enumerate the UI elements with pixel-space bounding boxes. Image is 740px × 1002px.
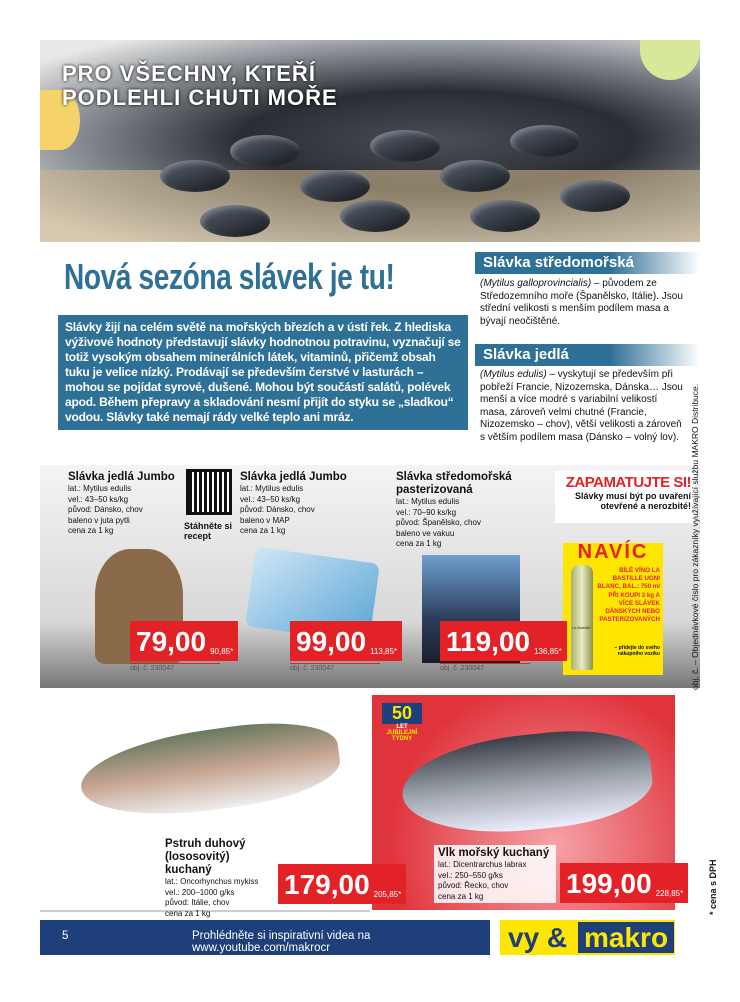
intro-text: Slávky žijí na celém světě na mořských březích a v ústí řek. Z hlediska výživové hodnoty představují slávky hodnotnou potravinu, vyznačují se totiž vysokým obsahem minerálních látek, vitaminů, přičemž obsah tuku je velice nízký. Prodávají se především čerstvé v lasturách – mohou se pojídat syrové, dušené. Mohou být součástí salátů, polévek apod. Během přepravy a skladování nesmí přijít do styku se „sladkou“ vodou. Slávky také nemají rády velké teplo ani mráz. bbox=[58, 315, 468, 430]
latin-name: (Mytilus galloprovincialis) bbox=[480, 278, 592, 289]
product-name: Slávka středomořská pasterizovaná bbox=[396, 471, 512, 496]
makro-logo: vy & makro bbox=[500, 920, 675, 955]
qr-label: Stáhněte si recept bbox=[184, 521, 233, 541]
reminder-box bbox=[555, 471, 695, 523]
price-tag: 199,00 228,85* bbox=[560, 863, 688, 903]
footer-bar bbox=[40, 920, 490, 955]
hero-image bbox=[40, 40, 700, 242]
sea-bass-image bbox=[398, 722, 657, 843]
product-name: Vlk mořský kuchaný bbox=[438, 847, 550, 859]
hero-title-line: PODLEHLI CHUTI MOŘE bbox=[62, 85, 338, 110]
info-body: – původem ze Středozemního moře (Španělsko, Itálie). Jsou střední velikosti s menším podílem masa a bývají neočištěné. bbox=[480, 278, 683, 327]
price-tag: 99,00 113,85* bbox=[290, 621, 402, 661]
bonus-text: BÍLÉ VÍNO LA BASTILLE UGNI BLANC, BAL.: 750 ml PŘI KOUPI 3 kg A VÍCE SLÁVEK DÁNSKÝCH NEBO PASTERIZOVANÝCH bbox=[597, 567, 660, 624]
product-details: lat.: Mytilus edulis vel.: 43–50 ks/kg původ: Dánsko, chov baleno v juta pytli cena za 1 kg bbox=[68, 484, 143, 535]
reminder-text: Slávky musí být po uvaření otevřené a nerozbité! bbox=[574, 491, 691, 511]
product-details: lat.: Oncorhynchus mykiss vel.: 200–1000 g/ks původ: Itálie, chov cena za 1 kg bbox=[165, 877, 259, 918]
product-details: lat.: Dicentrarchus labrax vel.: 250–550 g/ks původ: Řecko, chov cena za 1 kg bbox=[438, 860, 527, 901]
product-name: Pstruh duhový (lososovitý) kuchaný bbox=[165, 838, 246, 876]
info-text bbox=[480, 369, 685, 444]
info-heading: Slávka středomořská bbox=[475, 252, 700, 274]
reminder-title: ZAPAMATUJTE SI! bbox=[565, 474, 691, 491]
order-number: obj. č. 230047 bbox=[440, 663, 530, 672]
order-number-note: obj. č. – Objednávkové číslo pro zákazníky využívající službu MAKRO Distribuce. bbox=[690, 383, 700, 690]
price-tag: 119,00 136,85* bbox=[440, 621, 567, 661]
order-number: obj. č. 230047 bbox=[290, 663, 380, 672]
page-title: Nová sezóna slávek je tu! bbox=[64, 256, 395, 297]
product-details: lat.: Mytilus edulis vel.: 43–50 ks/kg původ: Dánsko, chov baleno v MAP cena za 1 kg bbox=[240, 484, 315, 535]
trout-image bbox=[76, 712, 345, 827]
product-card bbox=[396, 471, 526, 550]
hero-title-line: PRO VŠECHNY, KTEŘÍ bbox=[62, 61, 316, 86]
product-details: lat.: Mytilus edulis vel.: 70–90 ks/kg původ: Španělsko, chov baleno ve vakuu cena za 1 kg bbox=[396, 497, 481, 548]
price-tag: 79,00 90,85* bbox=[130, 621, 238, 661]
product-card bbox=[165, 838, 273, 919]
product-name: Slávka jedlá Jumbo bbox=[68, 471, 175, 483]
info-body: – vyskytují se především při pobřeží Francie, Nizozemska, Dánska… Jsou menší a více modré s variabilní velikostí masa, zároveň velmi chutné (Francie, Nizozemsko – chov), větší velikosti a zároveň s větším podílem masa (Dánsko – volný lov). bbox=[480, 369, 683, 443]
price-tag: 179,00 205,85* bbox=[278, 864, 406, 904]
bonus-title: NAVÍC bbox=[577, 541, 649, 563]
footer-link-text[interactable]: Prohlédněte si inspirativní videa na www.youtube.com/makrocr bbox=[192, 930, 371, 954]
jubilee-badge: 50 LET JUBILEJNÍ TÝDNY bbox=[382, 703, 422, 773]
product-card bbox=[434, 845, 556, 903]
wine-bottle-image: La Bastille bbox=[571, 565, 593, 670]
vat-note: * cena s DPH bbox=[708, 859, 718, 915]
bonus-note: – přidejte do svého nákupního vozíku bbox=[614, 645, 660, 657]
info-heading: Slávka jedlá bbox=[475, 344, 700, 366]
product-card bbox=[68, 471, 175, 537]
product-card bbox=[240, 471, 347, 537]
sea-bass-offer bbox=[372, 695, 684, 910]
order-number: obj. č. 230047 bbox=[130, 663, 220, 672]
latin-name: (Mytilus edulis) bbox=[480, 369, 547, 380]
product-strip bbox=[40, 465, 700, 688]
qr-code[interactable] bbox=[186, 469, 232, 515]
info-text bbox=[480, 278, 685, 328]
product-name: Slávka jedlá Jumbo bbox=[240, 471, 347, 483]
hero-title bbox=[62, 62, 338, 110]
page-number: 5 bbox=[62, 930, 69, 942]
